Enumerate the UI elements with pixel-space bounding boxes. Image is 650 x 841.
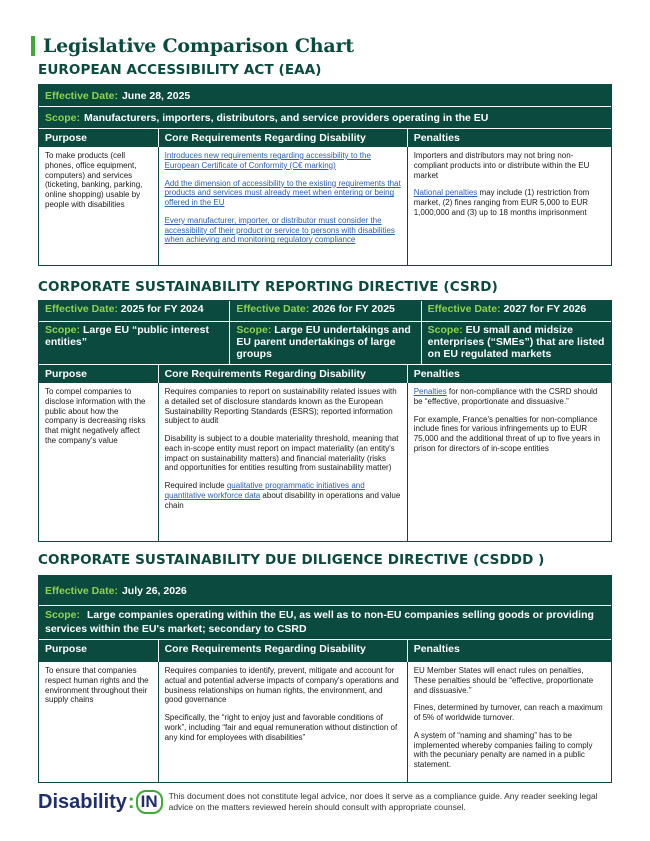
csrd-table <box>38 300 612 542</box>
csddd-core-cell <box>159 662 408 782</box>
csrd-effective-3 <box>422 301 611 321</box>
csrd-penalties-header: Penalties <box>413 368 460 380</box>
csrd-effective-label-2: Effective Date: <box>236 303 310 315</box>
csrd-core-header: Core Requirements Regarding Disability <box>159 365 408 383</box>
csrd-heading: CORPORATE SUSTAINABILITY REPORTING DIRECTIVE (CSRD) <box>38 279 498 295</box>
eaa-scope-value: Manufacturers, importers, distributors, and service providers operating in the EU <box>84 111 489 124</box>
csrd-effective-label-1: Effective Date: <box>45 303 118 315</box>
eaa-penalties-cell <box>408 147 611 265</box>
eaa-table <box>38 84 612 266</box>
logo-colon: : <box>127 790 135 813</box>
csddd-penalties-text-3: A system of “naming and shaming” has to be implemented whereby companies failing to comply with the pecuniary penalty are named in a public statement. <box>413 730 593 769</box>
csrd-date-3: 2027 for FY 2026 <box>503 303 587 315</box>
csrd-purpose-header: Purpose <box>39 365 159 383</box>
csddd-content-row <box>39 662 611 782</box>
csddd-penalties-text-2: Fines, determined by turnover, can reach a maximum of 5% of worldwide turnover. <box>413 703 603 722</box>
csddd-effective-label: Effective Date: <box>45 584 118 597</box>
eaa-penalties-text-1: Importers and distributors may not bring non-compliant products into or distribute within the EU market <box>413 151 590 180</box>
csddd-core-header: Core Requirements Regarding Disability <box>159 640 408 662</box>
title-accent-bar <box>31 36 35 56</box>
csrd-date-2: 2026 for FY 2025 <box>312 303 395 315</box>
footer <box>38 790 612 814</box>
disability-in-logo <box>38 790 163 814</box>
eaa-core-link-3[interactable]: Every manufacturer, importer, or distributor must consider the accessibility of their product or service to persons with disabilities when achieving and monitoring regulatory compliance <box>164 215 395 245</box>
csrd-core-text-3-post: about disability in operations and value chain <box>164 490 401 510</box>
csrd-purpose-cell <box>39 383 159 541</box>
csrd-scope-1 <box>39 322 230 364</box>
csddd-penalties-cell <box>408 662 611 782</box>
csrd-penalties-text-1: for non-compliance with the CSRD should be “effective, proportionate and dissuasive.” <box>413 387 598 406</box>
csddd-penalties-text-1: EU Member States will enact rules on penalties, These penalties should be “effective, proportionate and dissuasive.” <box>413 666 594 695</box>
csrd-scope-row <box>39 321 611 365</box>
csrd-core-link[interactable]: qualitative programmatic initiatives and quantitative workforce data <box>164 481 365 500</box>
csrd-scope-label-1: Scope: <box>45 324 81 336</box>
eaa-purpose-cell <box>39 147 159 265</box>
csrd-date-1: 2025 for FY 2024 <box>120 303 204 315</box>
csrd-core-text-1: Requires companies to report on sustainability related issues with a detailed set of disclosure standards known as the European Sustainability Reporting Standards (ESRS); reported information subject to audit <box>164 387 397 426</box>
csddd-scope-row <box>39 606 611 640</box>
csddd-core-text-1: Requires companies to identify, prevent, mitigate and account for actual and potential adverse impacts of company's operations and business relationships on human rights, the environment, and good governance <box>164 666 399 705</box>
eaa-effective-row <box>39 85 611 107</box>
logo-in: IN <box>136 790 163 814</box>
eaa-header-row <box>39 129 611 147</box>
csddd-scope-label: Scope: <box>45 608 81 621</box>
csrd-effective-row <box>39 301 611 321</box>
csddd-header-row <box>39 640 611 662</box>
eaa-purpose-header: Purpose <box>39 129 159 147</box>
eaa-content-row <box>39 147 611 265</box>
csddd-core-text-2: Specifically, the “right to enjoy just and favorable conditions of work”, including “fair and equal remuneration without distinction of any kind for employees with disabilities” <box>164 713 398 742</box>
csddd-penalties-header: Penalties <box>413 643 460 655</box>
csddd-purpose-header: Purpose <box>39 640 159 662</box>
csrd-scope-label-3: Scope: <box>427 324 463 336</box>
csrd-core-cell <box>159 383 408 541</box>
csddd-purpose-text: To ensure that companies respect human rights and the environment throughout their supply chains <box>45 666 149 705</box>
csrd-core-text-3-pre: Required include <box>164 481 227 490</box>
csrd-penalties-link[interactable]: Penalties <box>413 387 447 396</box>
eaa-effective-label: Effective Date: <box>45 89 118 102</box>
csrd-scope-text-3: EU small and midsize enterprises (“SMEs”) that are listed on EU regulated markets <box>427 324 605 360</box>
page-title-row <box>31 35 354 57</box>
csrd-penalties-cell <box>408 383 611 541</box>
csrd-purpose-text: To compel companies to disclose information with the public about how the company is decreasing risks that might negatively affect the company's value <box>45 387 146 445</box>
eaa-penalties-link[interactable]: National penalties <box>413 188 478 198</box>
csrd-penalties-text-2: For example, France's penalties for non-compliance include fines for various infringements up to EUR 75,000 and the additional threat of up to five years in prison for directors of in-scope entities <box>413 414 601 453</box>
csrd-scope-text-1: Large EU “public interest entities” <box>45 324 209 348</box>
eaa-purpose-text: To make products (cell phones, office equipment, computers) and services (ticketing, banking, parking, online shopping) usable by people with disabilities <box>45 151 143 209</box>
eaa-penalties-header: Penalties <box>413 132 460 144</box>
csrd-core-text-2: Disability is subject to a double materiality threshold, meaning that each in-scope entity must report on impact materiality (an entity's impact on sustainability matters) and financial materiality (risks and opportunities for entities resulting from sustainability matter) <box>164 434 399 473</box>
logo-text: Disability <box>38 790 127 813</box>
csrd-content-row <box>39 383 611 541</box>
eaa-penalties-text-2: may include (1) restriction from market, (2) fines ranging from EUR 5,000 to EUR 1,000,000 and (3) up to 18 months imprisonment <box>413 188 590 217</box>
csddd-effective-value: July 26, 2026 <box>121 584 187 597</box>
csrd-scope-text-2: Large EU undertakings and EU parent undertakings of large groups <box>236 324 411 360</box>
eaa-scope-row <box>39 107 611 129</box>
csrd-effective-2 <box>230 301 421 321</box>
csrd-scope-2 <box>230 322 421 364</box>
eaa-core-cell <box>159 147 408 265</box>
eaa-core-link-2[interactable]: Add the dimension of accessibility to the existing requirements that products and services must already meet when entering or being offered in the EU <box>164 178 401 207</box>
csrd-header-row <box>39 365 611 383</box>
eaa-heading: EUROPEAN ACCESSIBILITY ACT (EAA) <box>38 62 322 78</box>
eaa-core-header: Core Requirements Regarding Disability <box>159 129 408 147</box>
disclaimer: This document does not constitute legal advice, nor does it serve as a compliance guide. Any reader seeking legal advice on the matters reviewed herein should consult with appropriate counsel. <box>168 790 598 812</box>
csrd-scope-3 <box>422 322 611 364</box>
csrd-effective-1 <box>39 301 230 321</box>
eaa-scope-label: Scope: <box>45 111 81 124</box>
csddd-table <box>38 575 612 783</box>
csddd-effective-row <box>39 576 611 606</box>
csddd-scope-value: Large companies operating within the EU, as well as to non-EU companies selling goods or providing services within the EU's market; secondary to CSRD <box>45 608 594 635</box>
eaa-effective-value: June 28, 2025 <box>121 89 191 102</box>
csrd-effective-label-3: Effective Date: <box>427 303 501 315</box>
csddd-purpose-cell <box>39 662 159 782</box>
csrd-scope-label-2: Scope: <box>236 324 272 336</box>
page-title: Legislative Comparison Chart <box>43 35 354 57</box>
eaa-core-link-1[interactable]: Introduces new requirements regarding accessibility to the European Certificate of Conformity (C€ marking) <box>164 151 371 170</box>
csddd-heading: CORPORATE SUSTAINABILITY DUE DILIGENCE DIRECTIVE (CSDDD ) <box>38 552 545 568</box>
